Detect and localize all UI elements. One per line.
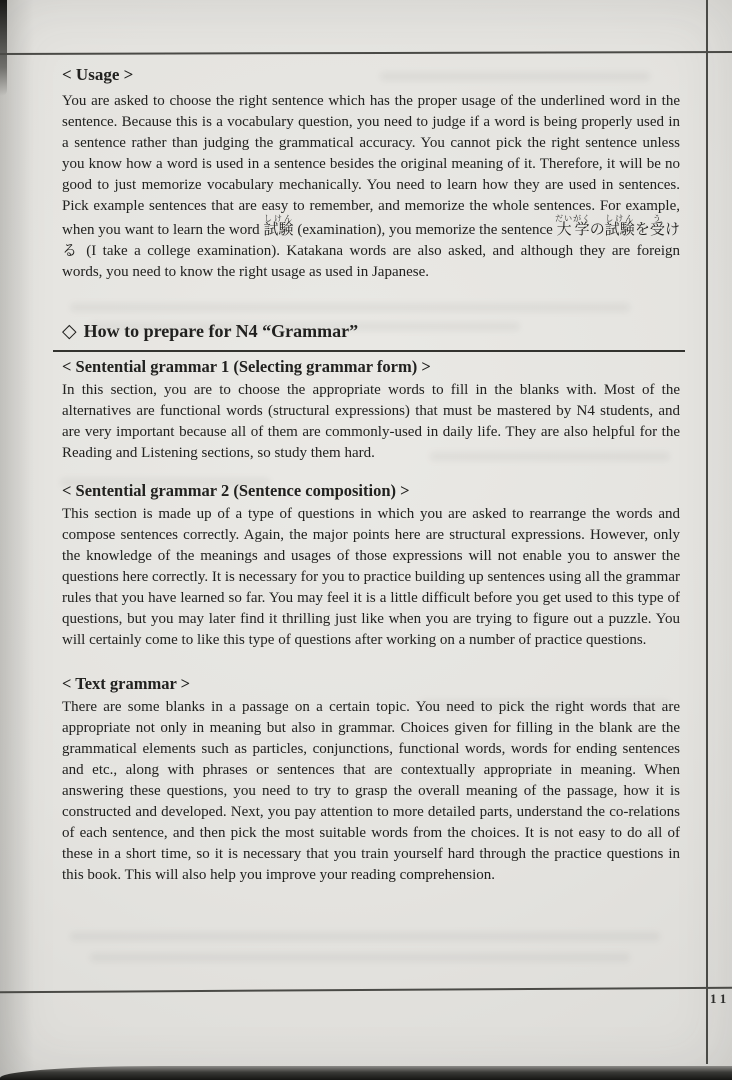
furigana-reading: う xyxy=(649,214,665,223)
kanji-base: 受 xyxy=(649,222,665,238)
subsection-body-sentential-grammar-2: This section is made up of a type of questions in which you are asked to rearrange the words and compose sentences correctly. Again, the major points here are structural expressions. However, only the knowledge of the meanings and usages of those expressions will not enable you to answer the questions here correctly. It is necessary for you to practice building up sentences using all the grammar rules that you have learned so far. You may feel it is a little difficult before you get used to this type of questions, but you may later find it thrilling just like when you are trying to figure out a puzzle. You will certainly come to like this type of questions after working on a number of practice questions. xyxy=(62,506,680,648)
page-bottom-edge-shadow xyxy=(0,1066,732,1080)
jp-okurigana: ける xyxy=(62,222,680,259)
furigana-word-shiken-2 xyxy=(604,214,635,238)
usage-text-mid: (examination), you memorize the sentence xyxy=(293,222,557,238)
page-corner-shadow xyxy=(0,0,7,96)
kanji-base: 試験 xyxy=(263,222,294,238)
jp-particle: を xyxy=(634,222,650,238)
page-frame-bottom-rule xyxy=(0,987,732,993)
subsection-heading-sentential-grammar-2: < Sentential grammar 2 (Sentence composition) > xyxy=(62,481,410,500)
page-frame-right-rule xyxy=(706,0,708,1064)
kanji-base: 大学 xyxy=(555,222,592,238)
furigana-reading: しけん xyxy=(604,214,635,223)
print-through-smudge xyxy=(70,932,660,941)
furigana-word-ukeru xyxy=(649,214,665,238)
usage-text-end: (I take a college examination). Katakana words are also asked, and although they are foreign words, you need to know the right usage as used in Japanese. xyxy=(62,243,680,280)
page-frame-top-rule xyxy=(0,51,732,55)
kanji-base: 試験 xyxy=(604,222,635,238)
furigana-reading: だいがく xyxy=(555,214,592,223)
usage-paragraph xyxy=(62,91,680,283)
print-through-smudge xyxy=(90,953,630,962)
diamond-icon: ◇ xyxy=(62,321,77,342)
jp-particle: の xyxy=(589,222,605,238)
subsection-heading-sentential-grammar-1: < Sentential grammar 1 (Selecting grammar form) > xyxy=(62,357,431,376)
spine-shadow xyxy=(0,0,34,1080)
page-number: 11 xyxy=(710,991,731,1006)
subsection-heading-text-grammar: < Text grammar > xyxy=(62,674,191,693)
furigana-reading: しけん xyxy=(263,214,294,223)
grammar-section-heading-text: How to prepare for N4 “Grammar” xyxy=(83,321,359,341)
grammar-section-heading xyxy=(53,319,685,352)
subsection-body-sentential-grammar-1: In this section, you are to choose the appropriate words to fill in the blanks with. Most of the alternatives are functional words (structural expressions) that must be mastered by N4 students, and are very important because all of them are commonly-used in daily life. They are also helpful for the Reading and Listening sections, so study them hard. xyxy=(62,382,680,461)
page-content xyxy=(62,64,680,886)
usage-text-start: You are asked to choose the right sentence which has the proper usage of the underlined word in the sentence. Because this is a vocabulary question, you need to judge if a word is being properly used in a sentence rather than judging the grammatical accuracy. You cannot pick the right sentence unless you know how a word is used in a sentence besides the original meaning of it. Therefore, it will be no good to just memorize vocabulary mechanically. You need to learn how they are used in sentences. Pick example sentences that are easy to remember, and memorize the whole sentences. For example, when you want to learn the word xyxy=(62,93,680,238)
subsection-body-text-grammar: There are some blanks in a passage on a certain topic. You need to pick the right words that are appropriate not only in meaning but also in grammar. Choices given for filling in the blank are the grammatical elements such as particles, conjunctions, functional words, words for ending sentences and etc., along with phrases or sentences that are contextually appropriate in meaning. When answering these questions, you need to try to grasp the overall meaning of the passage, how it is constructed and developed. Next, you pay attention to more detailed parts, understand the co-relations of each sentence, and then pick the most suitable words from the choices. It is not easy to do all of these in a short time, so it is necessary that you train yourself hard through the practice questions in this book. This will also help you improve your reading comprehension. xyxy=(62,699,680,883)
furigana-word-daigaku xyxy=(555,214,592,238)
usage-heading: < Usage > xyxy=(62,65,134,84)
furigana-word-shiken xyxy=(263,214,294,238)
